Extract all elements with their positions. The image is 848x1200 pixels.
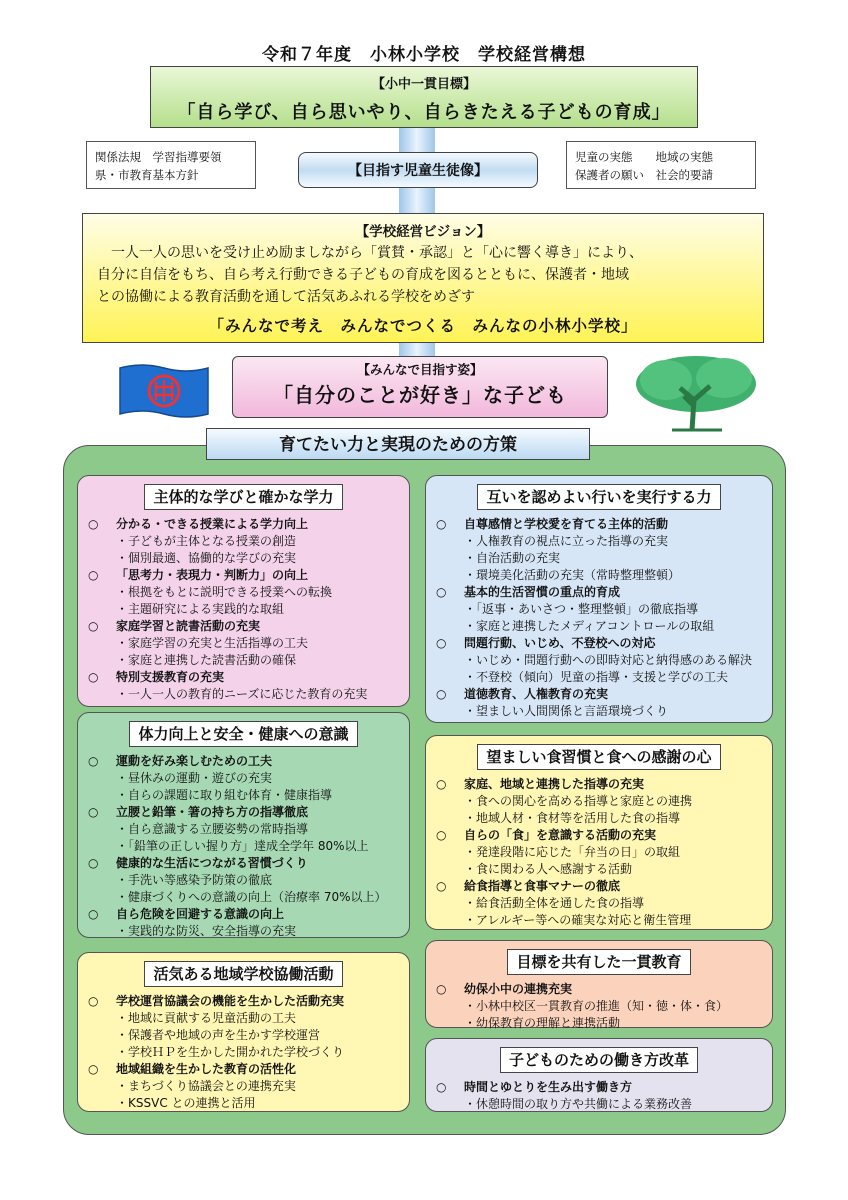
main-item: ○ 「思考力・表現力・判断力」の向上 — [88, 567, 399, 584]
sub-item: ・ 環境美化活動の充実（常時整理整頓） — [436, 567, 762, 584]
vision-label: 【学校経営ビジョン】 — [355, 224, 491, 240]
sub-item: ・ 不登校（傾向）児童の指導・支援と学びの工夫 — [436, 669, 762, 686]
sub-item: ・ 根拠をもとに説明できる授業への転換 — [88, 584, 399, 601]
sub-item: ・ 個別最適、協働的な学びの充実 — [88, 550, 399, 567]
sub-item: ・ 給食活動全体を通した食の指導 — [436, 895, 762, 912]
left-note-line: 県・市教育基本方針 — [95, 168, 199, 182]
main-item: ○ 問題行動、いじめ、不登校への対応 — [436, 635, 762, 652]
item-list — [436, 981, 762, 1032]
sub-item: ・ 主題研究による実践的な取組 — [88, 601, 399, 618]
left-note-line: 関係法規 学習指導要領 — [95, 150, 222, 164]
sub-item: ・ 自治活動の充実 — [436, 550, 762, 567]
main-item: ○ 立腰と鉛筆・箸の持ち方の指導徹底 — [88, 804, 399, 821]
card-mutual — [425, 475, 773, 723]
main-item: ○ 家庭、地域と連携した指導の充実 — [436, 776, 762, 793]
sub-item: ・ 地域に貢献する児童活動の工夫 — [88, 1010, 399, 1027]
main-item: ○ 家庭学習と読書活動の充実 — [88, 618, 399, 635]
main-item: ○ 学校運営協議会の機能を生かした活動充実 — [88, 993, 399, 1010]
sub-item: ・ 自らの課題に取り組む体育・健康指導 — [88, 787, 399, 804]
card-title: 体力向上と安全・健康への意識 — [129, 721, 357, 747]
right-note-box — [566, 141, 756, 189]
aim-box — [232, 356, 608, 418]
sub-item: ・ まちづくり協議会との連携充実 — [88, 1078, 399, 1095]
item-list — [436, 516, 762, 720]
tree-icon — [632, 350, 760, 432]
item-list — [88, 753, 399, 940]
card-workstyle — [425, 1038, 773, 1112]
strategy-title: 育てたい力と実現のための方策 — [206, 428, 590, 460]
sub-item: ・ 食に関わる人へ感謝する活動 — [436, 861, 762, 878]
card-title: 互いを認めよい行いを実行する力 — [477, 484, 720, 510]
page-title: 令和７年度 小林小学校 学校経営構想 — [262, 45, 586, 65]
sub-item: ・ 人権教育の視点に立った指導の充実 — [436, 533, 762, 550]
sub-item: ・ 食への関心を高める指導と家庭との連携 — [436, 793, 762, 810]
school-flag-icon — [118, 362, 210, 424]
card-title: 主体的な学びと確かな学力 — [144, 484, 342, 510]
sub-item: ・ 地域人材・食材等を活用した食の指導 — [436, 810, 762, 827]
card-title: 目標を共有した一貫教育 — [507, 949, 690, 975]
sub-item: ・ 子どもが主体となる授業の創造 — [88, 533, 399, 550]
sub-item: ・ 実践的な防災、安全指導の充実 — [88, 923, 399, 940]
aim-text: 「自分のことが好き」な子ども — [273, 383, 567, 407]
sub-item: ・ 望ましい人間関係と言語環境づくり — [436, 703, 762, 720]
card-health — [77, 712, 410, 938]
sub-item: ・ 「鉛筆の正しい握り方」達成全学年 80%以上 — [88, 838, 399, 855]
vision-body — [97, 242, 749, 308]
sub-item: ・ 「返事・あいさつ・整理整頓」の徹底指導 — [436, 601, 762, 618]
main-item: ○ 運動を好み楽しむための工夫 — [88, 753, 399, 770]
main-item: ○ 時間とゆとりを生み出す働き方 — [436, 1079, 762, 1096]
sub-item: ・ 家庭学習の充実と生活指導の工夫 — [88, 635, 399, 652]
main-item: ○ 自らの「食」を意識する活動の充実 — [436, 827, 762, 844]
sub-item: ・ 家庭と連携したメディアコントロールの取組 — [436, 618, 762, 635]
main-item: ○ 特別支援教育の充実 — [88, 669, 399, 686]
main-item: ○ 幼保小中の連携充実 — [436, 981, 762, 998]
main-item: ○ 自ら危険を回避する意識の向上 — [88, 906, 399, 923]
vision-box — [82, 213, 764, 343]
sub-item: ・ 自ら意識する立腰姿勢の常時指導 — [88, 821, 399, 838]
item-list — [88, 993, 399, 1112]
item-list — [88, 516, 399, 703]
card-academic — [77, 475, 410, 707]
vision-line: 自分に自信をもち、自ら考え行動できる子どもの育成を図るとともに、保護者・地域 — [97, 267, 629, 283]
sub-item: ・ 健康づくりへの意識の向上（治療率 70%以上） — [88, 889, 399, 906]
vision-line: 一人一人の思いを受け止め励ましながら「賞賛・承認」と「心に響く導き」により、 — [97, 245, 643, 261]
main-item: ○ 健康的な生活につながる習慣づくり — [88, 855, 399, 872]
sub-item: ・ 学校ＨＰを生かした開かれた学校づくり — [88, 1044, 399, 1061]
main-item: ○ 基本的生活習慣の重点的育成 — [436, 584, 762, 601]
sub-item: ・ 休憩時間の取り方や共働による業務改善 — [436, 1096, 762, 1113]
card-title: 活気ある地域学校協働活動 — [144, 961, 342, 987]
sub-item: ・ 手洗い等感染予防策の徹底 — [88, 872, 399, 889]
main-item: ○ 分かる・できる授業による学力向上 — [88, 516, 399, 533]
sub-item: ・ アレルギー等への確実な対応と衛生管理 — [436, 912, 762, 929]
card-title: 望ましい食習慣と食への感謝の心 — [477, 744, 720, 770]
card-consistent — [425, 940, 773, 1028]
unified-goal-text: 「自ら学び、自ら思いやり、自らきたえる子どもの育成」 — [177, 102, 671, 123]
sub-item: ・ 昼休みの運動・遊びの充実 — [88, 770, 399, 787]
right-note-line: 保護者の願い 社会的要請 — [575, 168, 713, 182]
unified-goal-label: 【小中一貫目標】 — [371, 77, 476, 92]
sub-item: ・ 小林中校区一貫教育の推進（知・徳・体・食） — [436, 998, 762, 1015]
sub-item: ・ 幼保教育の理解と連携活動 — [436, 1015, 762, 1032]
sub-item: ・ いじめ・問題行動への即時対応と納得感のある解決 — [436, 652, 762, 669]
vision-slogan: 「みんなで考え みんなでつくる みんなの小林小学校」 — [208, 317, 638, 335]
main-item: ○ 地域組織を生かした教育の活性化 — [88, 1061, 399, 1078]
item-list — [436, 776, 762, 929]
card-food — [425, 735, 773, 930]
ideal-student-scroll: 【目指す児童生徒像】 — [298, 152, 538, 188]
sub-item: ・ 家庭と連携した読書活動の確保 — [88, 652, 399, 669]
item-list — [436, 1079, 762, 1113]
aim-label: 【みんなで目指す姿】 — [357, 362, 483, 377]
card-title: 子どものための働き方改革 — [500, 1047, 698, 1073]
sub-item: ・ 一人一人の教育的ニーズに応じた教育の充実 — [88, 686, 399, 703]
sub-item: ・ 発達段階に応じた「弁当の日」の取組 — [436, 844, 762, 861]
sub-item: ・ 保護者や地域の声を生かす学校運営 — [88, 1027, 399, 1044]
main-item: ○ 給食指導と食事マナーの徹底 — [436, 878, 762, 895]
sub-item: ・ KSSVC との連携と活用 — [88, 1095, 399, 1112]
vision-line: との協働による教育活動を通して活気あふれる学校をめざす — [97, 289, 475, 305]
left-note-box — [86, 141, 256, 189]
card-community — [77, 952, 410, 1112]
main-item: ○ 自尊感情と学校愛を育てる主体的活動 — [436, 516, 762, 533]
unified-goal-box — [150, 66, 698, 128]
main-item: ○ 道徳教育、人権教育の充実 — [436, 686, 762, 703]
right-note-line: 児童の実態 地域の実態 — [575, 150, 713, 164]
